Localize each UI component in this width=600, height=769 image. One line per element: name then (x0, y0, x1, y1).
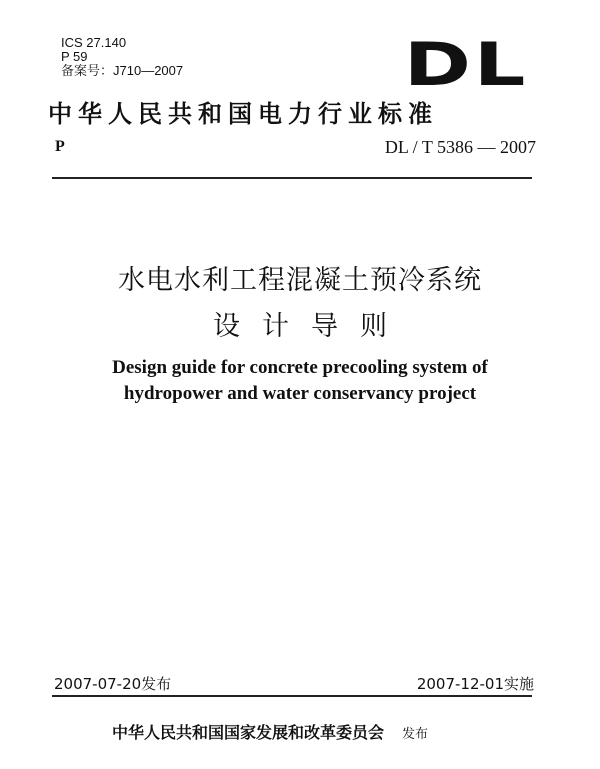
chinese-title-line-2: 设计导则 (213, 311, 409, 342)
publisher-name: 中华人民共和国国家发展和改革委员会 (112, 723, 385, 742)
implementation-date: 2007-12-01实施 (416, 675, 534, 693)
standard-name: 中华人民共和国电力行业标准 (48, 99, 438, 128)
category-letter: P (55, 138, 65, 155)
issue-date: 2007-07-20发布 (54, 675, 172, 693)
record-number: 备案号：J710—2007 (61, 63, 184, 78)
top-divider (52, 177, 532, 179)
publisher-suffix: 发布 (402, 727, 429, 742)
publisher-line (112, 720, 428, 743)
classification-codes (61, 36, 183, 78)
english-title-line-2: hydropower and water conservancy project (123, 383, 477, 404)
dl-logo: DL (403, 30, 528, 100)
english-title-line-1: Design guide for concrete precooling system of (112, 357, 488, 378)
ics-code: ICS 27.140 (61, 35, 127, 50)
chinese-title-line-1: 水电水利工程混凝土预冷系统 (118, 265, 482, 296)
category-code: P 59 (61, 49, 88, 64)
bottom-divider (52, 695, 532, 697)
standard-number: DL / T 5386 — 2007 (384, 137, 536, 157)
